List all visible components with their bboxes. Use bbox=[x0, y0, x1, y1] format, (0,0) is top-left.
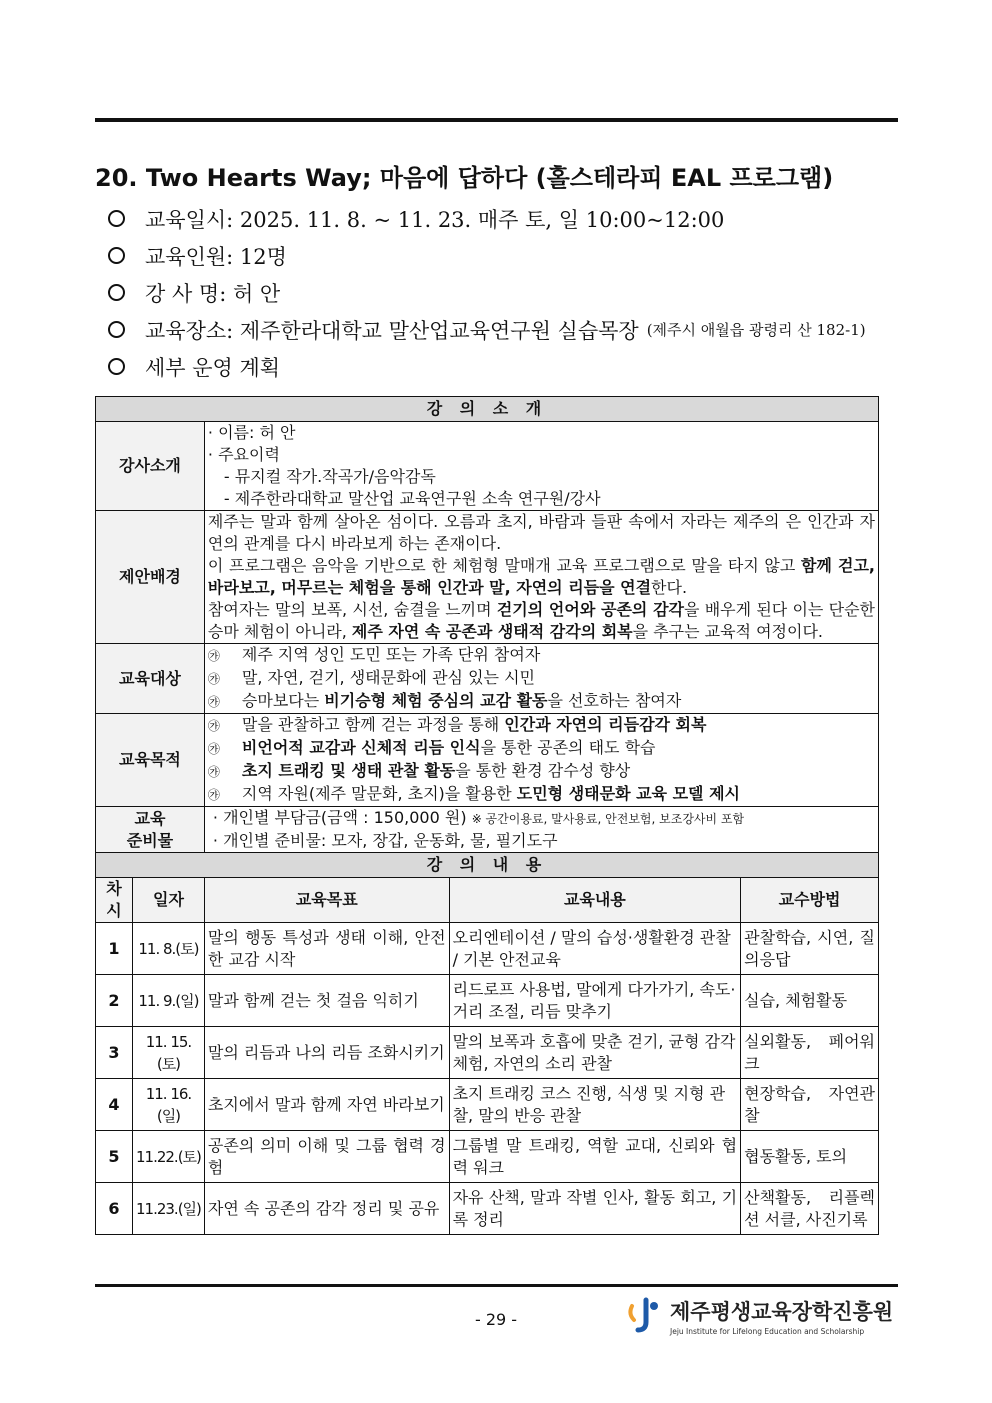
session-content: 초지 트래킹 코스 진행, 식생 및 지형 관찰, 말의 반응 관찰 bbox=[449, 1079, 741, 1131]
instructor-line: - 제주한라대학교 말산업 교육연구원 소속 연구원/강사 bbox=[223, 489, 601, 508]
target-item bbox=[208, 667, 875, 690]
session-content: 말의 보폭과 호흡에 맞춘 걷기, 균형 감각 체험, 자연의 소리 관찰 bbox=[449, 1027, 741, 1079]
col-content: 교육내용 bbox=[449, 878, 741, 923]
session-method: 실습, 체험활동 bbox=[741, 975, 879, 1027]
target-item bbox=[208, 690, 875, 713]
intro-header: 강 의 소 개 bbox=[96, 397, 879, 422]
session-content: 오리엔테이션 / 말의 습성·생활환경 관찰 / 기본 안전교육 bbox=[449, 923, 741, 975]
org-name-en: Jeju Institute for Lifelong Education and Scholarship bbox=[670, 1327, 865, 1336]
prep-fee: · 개인별 부담금(금액 : 150,000 원) bbox=[212, 808, 467, 827]
item-mark: ㉮ bbox=[207, 742, 220, 756]
col-session: 차시 bbox=[96, 878, 133, 923]
target-list bbox=[204, 644, 878, 714]
instructor-line: · 주요이력 bbox=[207, 445, 280, 464]
session-content: 자유 산책, 말과 작별 인사, 활동 회고, 기록 정리 bbox=[449, 1183, 741, 1235]
place-note: (제주시 애월읍 광령리 산 182-1) bbox=[646, 321, 866, 339]
prep-row bbox=[96, 807, 879, 853]
table-row bbox=[96, 1079, 879, 1131]
session-no: 6 bbox=[96, 1183, 133, 1235]
item-mark: ㉮ bbox=[207, 788, 220, 802]
background-label: 제안배경 bbox=[96, 511, 205, 644]
session-no: 2 bbox=[96, 975, 133, 1027]
target-text: 을 선호하는 참여자 bbox=[547, 691, 682, 710]
session-date: 11. 8.(토) bbox=[132, 923, 204, 975]
purpose-text: 을 통한 환경 감수성 향상 bbox=[455, 761, 631, 780]
prep-label-line: 교육 bbox=[134, 808, 166, 828]
target-text: 말, 자연, 걷기, 생태문화에 관심 있는 시민 bbox=[241, 668, 535, 687]
purpose-list bbox=[204, 714, 878, 807]
circle-bullet-icon bbox=[108, 210, 125, 227]
prep-fee-line bbox=[213, 807, 875, 830]
instructor-label: 강사소개 bbox=[96, 422, 205, 511]
org-logo bbox=[624, 1294, 893, 1338]
background-p1: 제주는 말과 함께 살아온 섬이다. 오름과 초지, 바람과 들판 속에서 자라는 제주의 은 인간과 자연의 관계를 다시 바라보게 하는 존재이다. bbox=[207, 512, 875, 553]
background-bold: 제주 자연 속 공존과 생태적 감각의 회복 bbox=[351, 622, 633, 641]
purpose-item bbox=[208, 760, 875, 783]
session-goal: 말의 리듬과 나의 리듬 조화시키기 bbox=[204, 1027, 449, 1079]
instructor-row bbox=[96, 422, 879, 511]
target-row bbox=[96, 644, 879, 714]
plan-heading: 세부 운영 계획 bbox=[145, 355, 281, 380]
session-no: 4 bbox=[96, 1079, 133, 1131]
session-method: 실외활동, 페어워크 bbox=[741, 1027, 879, 1079]
instructor-line: - 뮤지컬 작가.작곡가/음악감독 bbox=[223, 467, 436, 486]
session-date: 11.23.(일) bbox=[132, 1183, 204, 1235]
purpose-bold: 인간과 자연의 리듬감각 회복 bbox=[504, 715, 707, 734]
background-bold: 걷기의 언어와 공존의 감각 bbox=[496, 600, 685, 619]
item-mark: ㉮ bbox=[207, 649, 220, 663]
session-method: 협동활동, 토의 bbox=[741, 1131, 879, 1183]
purpose-bold: 도민형 생태문화 교육 모델 제시 bbox=[516, 784, 740, 803]
session-content: 리드로프 사용법, 말에게 다가가기, 속도·거리 조절, 리듬 맞추기 bbox=[449, 975, 741, 1027]
background-bold: 함께 걷고, 바라보고, 머무르는 체험을 통해 인간과 말, 자연의 리듬을 연결 bbox=[207, 556, 875, 597]
item-mark: ㉮ bbox=[207, 695, 220, 709]
prep-label bbox=[96, 807, 205, 853]
session-method: 현장학습, 자연관찰 bbox=[741, 1079, 879, 1131]
education-place: 교육장소: 제주한라대학교 말산업교육연구원 실습목장 bbox=[145, 318, 639, 343]
page-number: - 29 - bbox=[474, 1310, 518, 1329]
info-bullets bbox=[108, 200, 866, 385]
background-row bbox=[96, 511, 879, 644]
bullet-place bbox=[108, 311, 866, 348]
table-row bbox=[96, 1131, 879, 1183]
item-mark: ㉮ bbox=[207, 719, 220, 733]
table-row bbox=[96, 923, 879, 975]
bottom-rule bbox=[95, 1284, 898, 1287]
education-date: 교육일시: 2025. 11. 8. ~ 11. 23. 매주 토, 일 10:00~12:00 bbox=[145, 207, 725, 232]
background-text-span: 한다. bbox=[651, 578, 688, 597]
bullet-plan bbox=[108, 348, 866, 385]
education-people: 교육인원: 12명 bbox=[145, 244, 287, 269]
circle-bullet-icon bbox=[108, 321, 125, 338]
purpose-item bbox=[208, 737, 875, 760]
content-header: 강 의 내 용 bbox=[96, 853, 879, 878]
top-rule bbox=[95, 118, 898, 122]
session-no: 3 bbox=[96, 1027, 133, 1079]
section-title: 20. Two Hearts Way; 마음에 답하다 (홀스테라피 EAL 프로그램) bbox=[95, 164, 834, 192]
col-method: 교수방법 bbox=[741, 878, 879, 923]
prep-items: · 개인별 준비물: 모자, 장갑, 운동화, 물, 필기도구 bbox=[212, 831, 558, 850]
target-item bbox=[208, 644, 875, 667]
purpose-bold: 비언어적 교감과 신체적 리듬 인식 bbox=[241, 738, 481, 757]
circle-bullet-icon bbox=[108, 247, 125, 264]
target-text: 제주 지역 성인 도민 또는 가족 단위 참여자 bbox=[241, 645, 541, 664]
table-row bbox=[96, 1027, 879, 1079]
session-goal: 말의 행동 특성과 생태 이해, 안전한 교감 시작 bbox=[204, 923, 449, 975]
item-mark: ㉮ bbox=[207, 672, 220, 686]
prep-fee-note: ※ 공간이용료, 말사용료, 안전보험, 보조강사비 포함 bbox=[471, 812, 745, 826]
purpose-text: 말을 관찰하고 함께 걷는 과정을 통해 bbox=[241, 715, 505, 734]
purpose-row bbox=[96, 714, 879, 807]
session-goal: 말과 함께 걷는 첫 걸음 익히기 bbox=[204, 975, 449, 1027]
org-name-ko: 제주평생교육장학진흥원 bbox=[670, 1300, 894, 1324]
col-date: 일자 bbox=[132, 878, 204, 923]
table-row bbox=[96, 1183, 879, 1235]
purpose-text: 을 통한 공존의 태도 학습 bbox=[480, 738, 656, 757]
schedule-header-row bbox=[96, 878, 879, 923]
instructor-name: 강 사 명: 허 안 bbox=[145, 281, 281, 306]
table-row bbox=[96, 975, 879, 1027]
circle-bullet-icon bbox=[108, 358, 125, 375]
bullet-date bbox=[108, 200, 866, 237]
session-goal: 초지에서 말과 함께 자연 바라보기 bbox=[204, 1079, 449, 1131]
org-name-block bbox=[670, 1296, 893, 1336]
target-text: 승마보다는 bbox=[241, 691, 325, 710]
program-plan-table bbox=[95, 396, 879, 1235]
prep-info bbox=[204, 807, 878, 853]
session-content: 그룹별 말 트래킹, 역할 교대, 신뢰와 협력 워크 bbox=[449, 1131, 741, 1183]
background-text-span: 을 추구는 교육적 여정이다. bbox=[632, 622, 824, 641]
session-date: 11. 15.(토) bbox=[132, 1027, 204, 1079]
circle-bullet-icon bbox=[108, 284, 125, 301]
purpose-bold: 초지 트래킹 및 생태 관찰 활동 bbox=[241, 761, 456, 780]
background-text-span: 을 배우게 된다 이는 단순한 승마 체험이 아니라, bbox=[207, 600, 875, 641]
session-goal: 자연 속 공존의 감각 정리 및 공유 bbox=[204, 1183, 449, 1235]
session-date: 11.22.(토) bbox=[132, 1131, 204, 1183]
session-no: 5 bbox=[96, 1131, 133, 1183]
institute-logo-icon bbox=[624, 1296, 664, 1336]
bullet-instructor bbox=[108, 274, 866, 311]
background-text bbox=[204, 511, 878, 644]
session-method: 산책활동, 리플렉션 서클, 사진기록 bbox=[741, 1183, 879, 1235]
purpose-item bbox=[208, 714, 875, 737]
target-bold: 비기승형 체험 중심의 교감 활동 bbox=[324, 691, 548, 710]
background-text-span: 이 프로그램은 음악을 기반으로 한 체험형 말매개 교육 프로그램으로 말을 타지 않고 bbox=[207, 556, 801, 575]
session-no: 1 bbox=[96, 923, 133, 975]
instructor-line: · 이름: 허 안 bbox=[207, 423, 296, 442]
prep-label-line: 준비물 bbox=[126, 830, 174, 850]
col-goal: 교육목표 bbox=[204, 878, 449, 923]
session-date: 11. 9.(일) bbox=[132, 975, 204, 1027]
instructor-info bbox=[204, 422, 878, 511]
item-mark: ㉮ bbox=[207, 765, 220, 779]
purpose-item bbox=[208, 783, 875, 806]
purpose-label: 교육목적 bbox=[96, 714, 205, 807]
session-date: 11. 16.(일) bbox=[132, 1079, 204, 1131]
target-label: 교육대상 bbox=[96, 644, 205, 714]
background-p3 bbox=[208, 599, 875, 643]
background-text-span: 참여자는 말의 보폭, 시선, 숨결을 느끼며 bbox=[207, 600, 497, 619]
background-p2 bbox=[208, 555, 875, 599]
session-goal: 공존의 의미 이해 및 그룹 협력 경험 bbox=[204, 1131, 449, 1183]
session-method: 관찰학습, 시연, 질의응답 bbox=[741, 923, 879, 975]
bullet-people bbox=[108, 237, 866, 274]
purpose-text: 지역 자원(제주 말문화, 초지)을 활용한 bbox=[241, 784, 517, 803]
